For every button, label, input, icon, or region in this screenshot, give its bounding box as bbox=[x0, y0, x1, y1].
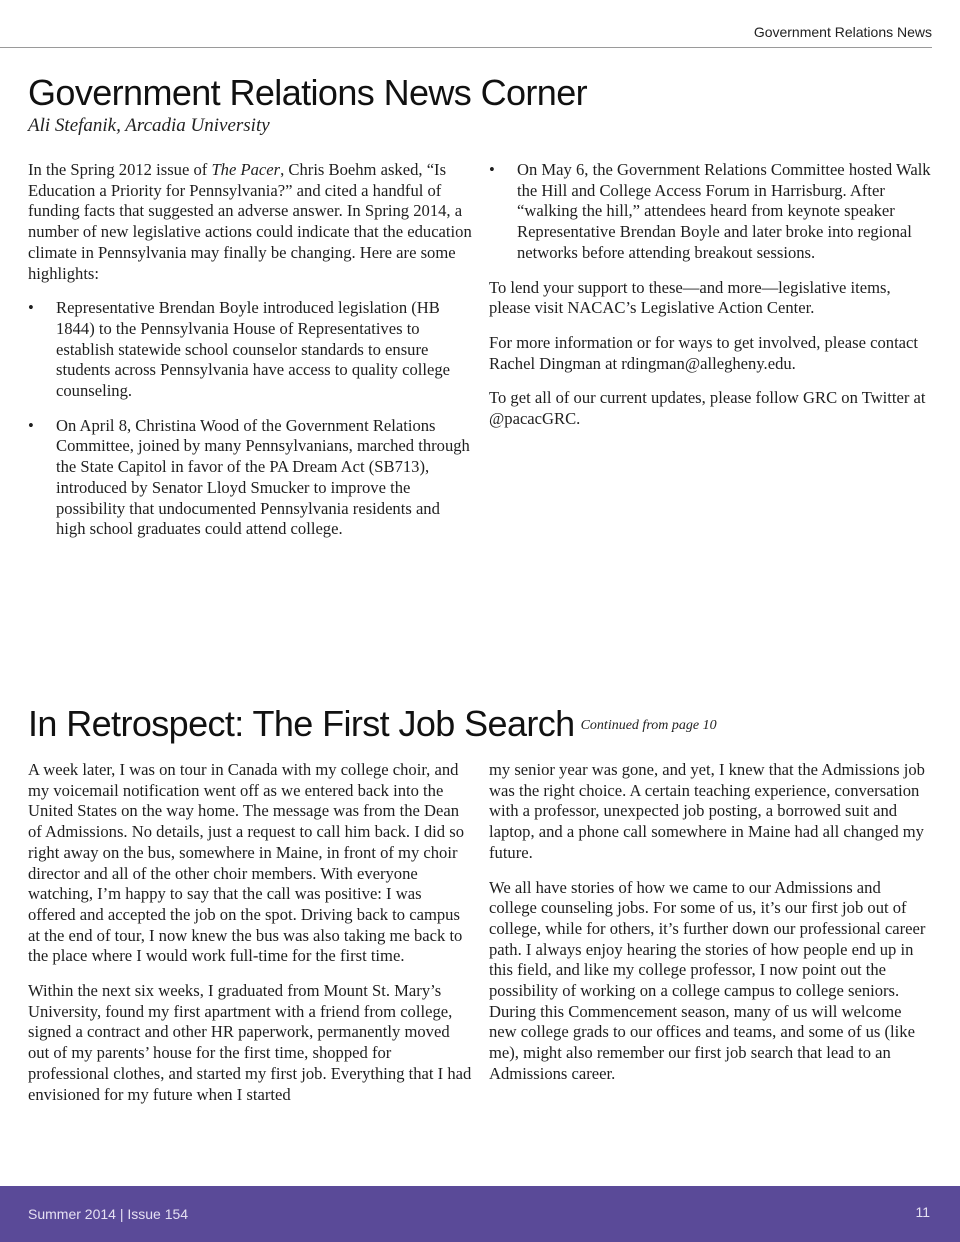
bullet-icon: • bbox=[28, 298, 34, 318]
article2-title: In Retrospect: The First Job Search bbox=[28, 703, 575, 744]
article1-intro bbox=[28, 160, 472, 284]
support-paragraph: To lend your support to these—and more—legislative items, please visit NACAC’s Legislative Action Center. bbox=[489, 277, 891, 318]
list-item bbox=[28, 298, 472, 402]
list-item-text: Representative Brendan Boyle introduced legislation (HB 1844) to the Pennsylvania House of Representatives to establish statewide school counselor standards to ensure students across Pennsylvania have access to quality college counseling. bbox=[56, 298, 450, 401]
article2-paragraph: A week later, I was on tour in Canada with my college choir, and my voicemail notification went off as we entered back into the United States on the way home. The message was from the Dean of Admissions. No details, just a request to call him back. I did so right away on the bus, somewhere in Maine, in front of my choir director and all of the other choir members. With everyone watching, I’m happy to say that the call was positive: I was offered and accepted the job on the spot. Driving back to campus at the end of tour, I now knew the bus was also taking me back to the place where I would work full-time for the first time. bbox=[28, 760, 464, 966]
article2-paragraph: Within the next six weeks, I graduated from Mount St. Mary’s University, found my first apartment with a friend from college, signed a contract and other HR paperwork, permanently moved out of my parents’ house for the first time, shopped for professional clothes, and started my first job. Everything that I had envisioned for my future when I started bbox=[28, 981, 472, 1104]
intro-text-post: , Chris Boehm asked, “Is Education a Priority for Pennsylvania?” and cited a handful of funding facts that suggested an adverse answer. In Spring 2014, a number of new legislative actions could indicate that the education climate in Pennsylvania may finally be changing. Here are some highlights: bbox=[28, 160, 472, 283]
bullet-icon: • bbox=[489, 160, 495, 179]
article2-paragraph: my senior year was gone, and yet, I knew that the Admissions job was the right choice. A certain teaching experience, conversation with a professor, unexpected job posting, a borrowed suit and laptop, and a phone call somewhere in Maine had all changed my future. bbox=[489, 760, 925, 862]
article1-right-column bbox=[489, 160, 931, 444]
page-number: 11 bbox=[915, 1204, 930, 1220]
list-item bbox=[28, 416, 472, 540]
publication-name: The Pacer bbox=[211, 160, 281, 179]
article2-left-column bbox=[28, 760, 472, 1119]
list-item-text: On April 8, Christina Wood of the Government Relations Committee, joined by many Pennsylvanians, marched through the State Capitol in favor of the PA Dream Act (SB713), introduced by Senator Lloyd Smucker to improve the possibility that undocumented Pennsylvania residents and high school graduates could attend college. bbox=[56, 415, 470, 539]
twitter-paragraph: To get all of our current updates, please follow GRC on Twitter at @pacacGRC. bbox=[489, 388, 926, 429]
bullet-icon: • bbox=[28, 415, 34, 435]
article1-bullet-list bbox=[28, 298, 472, 540]
article1-byline: Ali Stefanik, Arcadia University bbox=[28, 115, 270, 136]
continued-note: Continued from page 10 bbox=[580, 718, 717, 734]
article1-bullet-list-continued bbox=[489, 160, 931, 264]
article2-right-column bbox=[489, 760, 931, 1099]
list-item bbox=[489, 160, 931, 264]
issue-label: Summer 2014 | Issue 154 bbox=[28, 1206, 189, 1222]
page-footer bbox=[0, 1186, 960, 1242]
article2-title-line bbox=[28, 704, 717, 746]
intro-text-pre: In the Spring 2012 issue of bbox=[28, 160, 212, 179]
contact-paragraph: For more information or for ways to get involved, please contact Rachel Dingman at rdingman@allegheny.edu. bbox=[489, 332, 919, 373]
list-item-text: On May 6, the Government Relations Committee hosted Walk the Hill and College Access Forum in Harrisburg. After “walking the hill,” attendees heard from keynote speaker Representative Brendan Boyle and later broke into regional networks before attending breakout sessions. bbox=[517, 160, 931, 262]
article2-paragraph: We all have stories of how we came to our Admissions and college counseling jobs. For some of us, it’s our first job out of college, while for others, it’s further down our professional career path. I always enjoy hearing the stories of how people end up in this field, and like my college professor, I now point out the possibility of working on a college campus to college seniors. During this Commencement season, many of us will welcome new college grads to our offices and teams, and some of us (like me), might also remember our first job search that lead to an Admissions career. bbox=[489, 877, 926, 1083]
article1-title: Government Relations News Corner bbox=[28, 72, 588, 113]
header-rule bbox=[0, 47, 932, 48]
article1-left-column bbox=[28, 160, 472, 554]
running-header: Government Relations News bbox=[753, 24, 932, 40]
